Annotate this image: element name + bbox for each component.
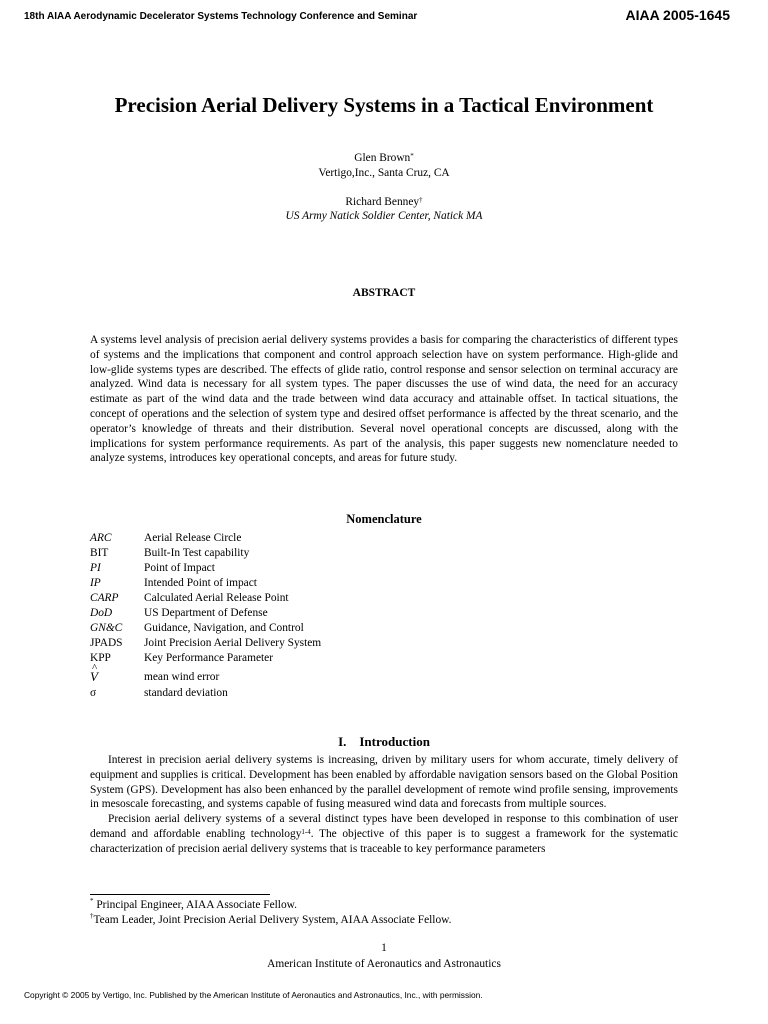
nomenclature-heading: Nomenclature <box>346 512 422 526</box>
nomenclature-item <box>90 686 321 701</box>
nomenclature-item <box>90 606 321 621</box>
nomenclature-item <box>90 666 321 686</box>
author-1-mark: * <box>410 152 414 160</box>
nomenclature-item <box>90 531 321 546</box>
introduction-paragraph-1: Interest in precision aerial delivery systems is increasing, driven by military users for whom accurate, timely delivery of equipment and supplies is critical. Development has been enabled by affordable navigation sensors based on the Global Position System (GPS). Development has also been enhanced by the parallel development of remote wind profile sensing, improvements in mesoscale forecasting, and systems capable of fusing measured wind data and forecasts from multiple sources. <box>90 754 678 811</box>
nomenclature-definition: Intended Point of impact <box>144 577 257 589</box>
nomenclature-definition: Key Performance Parameter <box>144 652 274 664</box>
nomenclature-definition: Joint Precision Aerial Delivery System <box>144 637 322 649</box>
author-2-name: Richard Benney† <box>345 196 423 208</box>
nomenclature-symbol-vhat: ^ V <box>90 666 98 688</box>
nomenclature-symbol: GN&C <box>90 622 123 634</box>
nomenclature-symbol: KPP <box>90 652 111 664</box>
nomenclature-definition: mean wind error <box>144 671 220 683</box>
nomenclature-item <box>90 561 321 576</box>
introduction-heading: I. Introduction <box>338 734 430 749</box>
nomenclature-item <box>90 651 321 666</box>
nomenclature-item <box>90 576 321 591</box>
conference-header: 18th AIAA Aerodynamic Decelerator Systems Technology Conference and Seminar <box>24 11 418 22</box>
author-2-affiliation: US Army Natick Soldier Center, Natick MA <box>285 210 483 222</box>
nomenclature-symbol: ARC <box>90 532 112 544</box>
nomenclature-symbol: BIT <box>90 547 109 559</box>
nomenclature-symbol: DoD <box>90 607 113 619</box>
reference-mark: 1-4 <box>301 827 311 836</box>
nomenclature-definition: Point of Impact <box>144 562 215 574</box>
publisher-footer: American Institute of Aeronautics and Astronautics <box>267 958 501 970</box>
nomenclature-definition: Built-In Test capability <box>144 547 250 559</box>
nomenclature-item <box>90 591 321 606</box>
abstract-paragraph: A systems level analysis of precision aerial delivery systems provides a basis for comparing the characteristics of different types of systems and the implications that component and control approach selection have on system performance. High-glide and low-glide systems types are described. The effects of glide ratio, control response and sensor selection on terminal accuracy are analyzed. Wind data is necessary for all system types. The paper discusses the use of wind data, the need for an accuracy estimate as part of the wind data and the trade between wind data accuracy and attainable offset. In tactical situations, the concept of operations and the selection of system type and desired offset performance is affected by the threat scenario, and the operator’s knowledge of threats and their distribution. Several novel operational concepts are discussed, along with the implications for system performance requirements. As part of the analysis, this paper suggests new nomenclature needed to analyze systems, introduces key operational concepts, and areas for future study. <box>90 334 678 465</box>
nomenclature-symbol: PI <box>90 562 101 574</box>
author-2-mark: † <box>419 196 423 204</box>
nomenclature-definition: standard deviation <box>144 687 228 699</box>
author-1-name: Glen Brown* <box>354 152 414 164</box>
paper-id: AIAA 2005-1645 <box>625 7 730 23</box>
abstract-heading: ABSTRACT <box>352 287 416 299</box>
nomenclature-definition: US Department of Defense <box>144 607 268 619</box>
nomenclature-definition: Calculated Aerial Release Point <box>144 592 289 604</box>
nomenclature-item <box>90 546 321 561</box>
paper-title: Precision Aerial Delivery Systems in a Tactical Environment <box>114 93 654 117</box>
author-1-affiliation: Vertigo,Inc., Santa Cruz, CA <box>318 167 450 179</box>
page-number: 1 <box>381 942 387 954</box>
nomenclature-item <box>90 636 321 651</box>
nomenclature-symbol: CARP <box>90 592 119 604</box>
introduction-text <box>90 753 678 857</box>
nomenclature-symbol: JPADS <box>90 637 123 649</box>
copyright-notice: Copyright © 2005 by Vertigo, Inc. Published by the American Institute of Aeronautics and Astronautics, Inc., with permission. <box>24 990 483 1000</box>
footnote-rule <box>90 894 270 895</box>
nomenclature-symbol: σ <box>90 687 97 699</box>
nomenclature-list <box>90 531 321 701</box>
nomenclature-item <box>90 621 321 636</box>
footnote-1: * Principal Engineer, AIAA Associate Fellow. <box>90 897 297 911</box>
nomenclature-definition: Guidance, Navigation, and Control <box>144 622 304 634</box>
introduction-paragraph-2: Precision aerial delivery systems of a several distinct types have been developed in response to this combination of user demand and affordable enabling technology$^{1-4}$. The objective of this paper is to suggest a framework for the systematic characterization of precision aerial delivery systems that is traceable to key performance parameters <box>90 813 678 855</box>
abstract-text <box>90 333 678 466</box>
nomenclature-symbol: IP <box>90 577 101 589</box>
nomenclature-definition: Aerial Release Circle <box>144 532 242 544</box>
footnote-2: †Team Leader, Joint Precision Aerial Delivery System, AIAA Associate Fellow. <box>90 912 452 926</box>
